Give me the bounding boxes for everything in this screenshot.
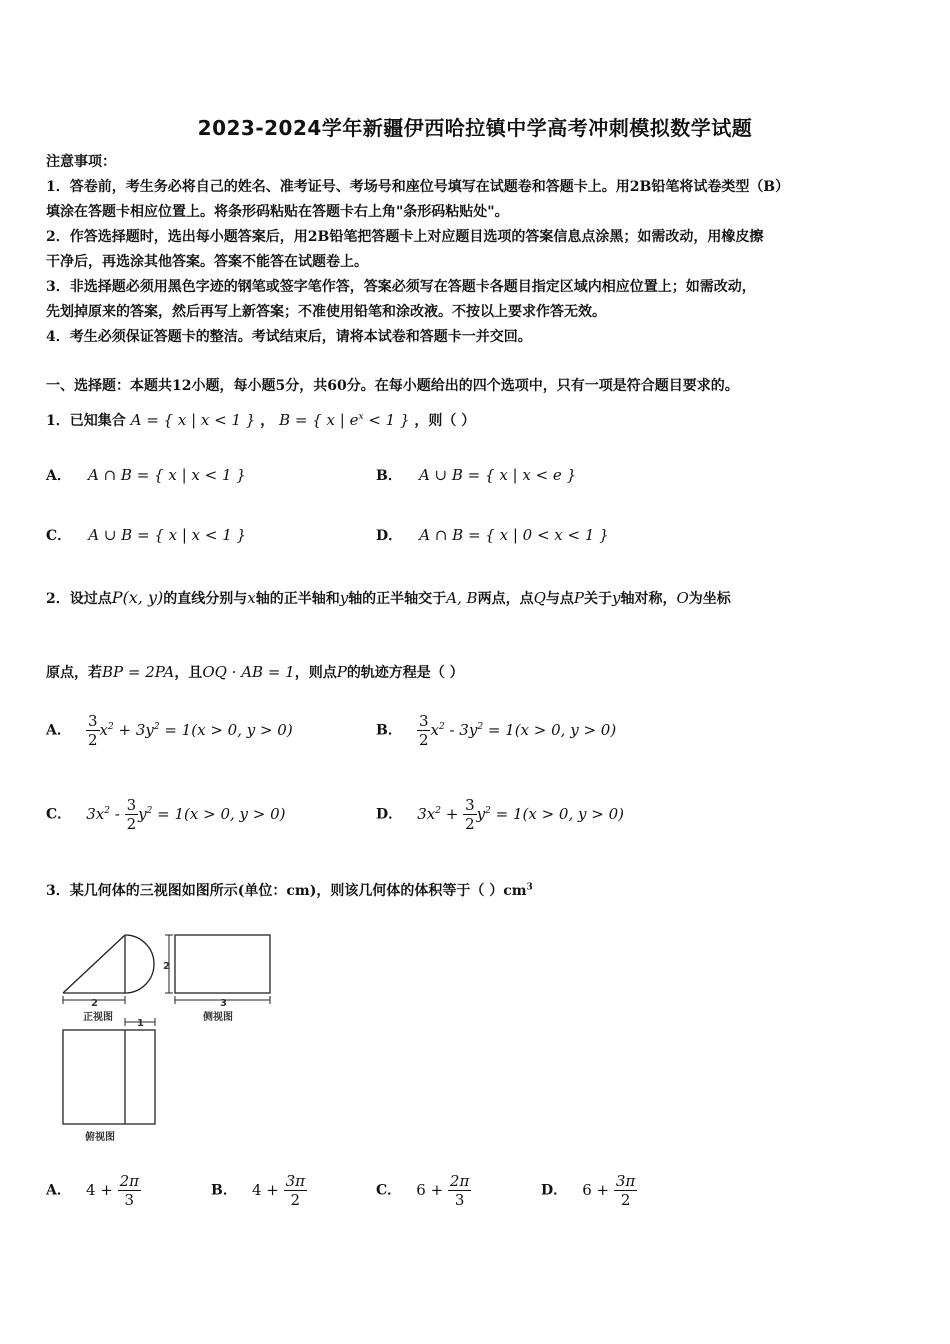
frac-den: 2 — [290, 1191, 301, 1209]
q2-math: y — [612, 589, 621, 607]
frac-num: 3 — [418, 712, 429, 730]
option-text: A ∩ B = { x | 0 < x < 1 } — [419, 526, 609, 544]
q2-text: 原点，若 — [46, 665, 102, 681]
q2-math: y — [339, 589, 349, 607]
q2-option-c[interactable]: C． $3x^2$ - $\frac{3}{2}$ $y^2 = 1(x > 0$, y > 0) — [46, 796, 286, 833]
dim-label-2-height: 2 — [163, 961, 170, 972]
q2-text: 轴对称， — [620, 591, 677, 607]
option-label: B． — [211, 1182, 237, 1199]
q1-suffix: ，则（ ） — [414, 413, 476, 429]
page-title: 2023-2024学年新疆伊西哈拉镇中学高考冲刺模拟数学试题 — [197, 116, 753, 140]
question-3 — [46, 880, 533, 900]
option-label: B． — [376, 722, 402, 739]
question-2-line-2 — [46, 662, 464, 682]
side-view — [175, 935, 270, 993]
frac-den: 2 — [87, 731, 98, 749]
frac-den: 2 — [418, 731, 429, 749]
option-label: A． — [46, 722, 71, 739]
frac-num: 2π — [449, 1172, 470, 1190]
dim-label-2-bottom: 2 — [91, 998, 98, 1009]
q3-option-d[interactable]: D． 6 + $\frac{3\pi}{2}$ — [541, 1172, 636, 1209]
q2-math: A, B — [446, 589, 478, 607]
option-label: A． — [46, 1182, 71, 1199]
q2-text: 轴的正半轴和 — [255, 591, 340, 607]
q2-math: BP = 2PA — [102, 663, 175, 681]
q1-set-b-post: < 1 } — [363, 411, 410, 429]
option-label: B． — [376, 468, 402, 484]
option-condition: (x > 0, y > 0) — [184, 804, 286, 823]
frac-num: 3π — [285, 1172, 305, 1190]
q1-sep: ， — [260, 413, 275, 429]
notice-line: 干净后，再选涂其他答案。答案不能答在试题卷上。 — [46, 254, 368, 270]
q2-text: ，且 — [174, 665, 203, 681]
q2-text: 为坐标 — [688, 591, 731, 607]
frac-den: 3 — [124, 1191, 135, 1209]
option-whole: 6 — [582, 1180, 592, 1199]
q3-option-a[interactable]: A． 4 + $\frac{2\pi}{3}$ — [46, 1172, 140, 1209]
option-label: C． — [46, 528, 72, 544]
top-view — [63, 1030, 155, 1124]
q2-text: ，则点 — [294, 665, 337, 681]
option-whole: 4 — [85, 1180, 96, 1199]
q3-option-b[interactable]: B． 4 + $\frac{3\pi}{2}$ — [211, 1172, 305, 1209]
frac-num: 3 — [465, 796, 475, 814]
question-1 — [46, 410, 475, 430]
dim-label-3: 3 — [220, 998, 227, 1009]
q2-math: x — [247, 589, 256, 607]
frac-num: 2π — [119, 1172, 140, 1190]
q2-text: 轴的正半轴交于 — [348, 591, 447, 607]
frac-num: 3 — [87, 712, 98, 730]
q1-option-a[interactable] — [46, 465, 246, 485]
option-label: D． — [541, 1182, 568, 1199]
option-condition: (x > 0, y > 0) — [191, 720, 293, 739]
q3-unit-sup: 3 — [526, 882, 533, 893]
q1-set-a: A = { x | x < 1 } — [130, 411, 256, 429]
q2-option-d[interactable]: D． $3x^2$ + $\frac{3}{2}$ $y^2 = 1(x > 0$, y > 0) — [376, 796, 624, 833]
section-heading: 一、选择题：本题共12小题，每小题5分，共60分。在每小题给出的四个选项中，只有一项是符合题目要求的。 — [46, 378, 739, 394]
notice-line: 4．考生必须保证答题卡的整洁。考试结束后，请将本试卷和答题卡一并交回。 — [46, 329, 532, 345]
q2-text: 2．设过点 — [46, 591, 112, 607]
q2-math: Q — [533, 589, 546, 607]
notice-line: 先划掉原来的答案，然后再写上新答案；不准使用铅笔和涂改液。不按以上要求作答无效。 — [46, 304, 606, 320]
notice-line: 填涂在答题卡相应位置上。将条形码粘贴在答题卡右上角"条形码粘贴处"。 — [46, 204, 509, 220]
notice-line: 2．作答选择题时，选出每小题答案后，用2B铅笔把答题卡上对应题目选项的答案信息点涂黑；如需改动，用橡皮擦 — [46, 229, 764, 245]
notice-line: 3．非选择题必须用黑色字迹的钢笔或签字笔作答，答案必须写在答题卡各题目指定区域内相应位置上；如需改动， — [46, 279, 756, 295]
frac-num: 3 — [126, 796, 137, 814]
q1-prefix: 1．已知集合 — [46, 413, 126, 429]
q2-option-b[interactable]: B． $\frac{3}{2}$ $x^2 - 3y^2 = 1(x > 0$, y > 0) — [376, 712, 617, 749]
frac-den: 2 — [126, 815, 137, 833]
q2-text: 关于 — [584, 591, 612, 607]
option-whole: 4 — [251, 1180, 262, 1199]
q1-option-c[interactable] — [46, 525, 246, 545]
option-label: D． — [376, 528, 403, 544]
q2-math: P(x, y) — [111, 588, 164, 607]
dim-label-1: 1 — [137, 1018, 144, 1029]
option-text: A ∪ B = { x | x < e } — [418, 466, 577, 484]
q2-text: 的轨迹方程是（ ） — [346, 665, 464, 681]
option-label: C． — [46, 806, 72, 823]
top-view-label: 俯视图 — [85, 1132, 115, 1143]
q2-math: P — [573, 589, 584, 607]
q2-text: 两点，点 — [477, 591, 534, 607]
q2-text: 与点 — [545, 591, 574, 607]
q1-option-b[interactable] — [376, 465, 576, 485]
notice-line: 1．答卷前，考生务必将自己的姓名、准考证号、考场号和座位号填写在试题卷和答题卡上。用2B铅笔将试卷类型（B） — [46, 179, 790, 195]
q1-set-b-pre: B = { x | e — [279, 411, 359, 429]
q3-option-c[interactable]: C． 6 + $\frac{2\pi}{3}$ — [376, 1172, 470, 1209]
side-view-label: 侧视图 — [203, 1012, 233, 1023]
notice-heading: 注意事项： — [46, 154, 116, 170]
three-view-figure — [55, 925, 285, 1150]
option-label: A． — [46, 468, 71, 484]
q3-text: 3．某几何体的三视图如图所示(单位：cm)，则该几何体的体积等于（ ）cm — [46, 883, 527, 899]
front-view-label: 正视图 — [83, 1012, 113, 1023]
question-2-line-1 — [46, 588, 906, 608]
q2-math: P — [336, 663, 347, 681]
notice-block — [46, 150, 906, 350]
option-condition: (x > 0, y > 0) — [522, 804, 624, 823]
q2-math: OQ · AB = 1 — [202, 663, 295, 681]
frac-den: 3 — [454, 1191, 465, 1209]
option-label: C． — [376, 1182, 402, 1199]
q2-math: O — [676, 589, 689, 607]
option-label: D． — [376, 806, 403, 823]
q2-text: 的直线分别与 — [163, 591, 248, 607]
option-condition: (x > 0, y > 0) — [514, 720, 617, 739]
q2-option-a[interactable]: A． $\frac{3}{2}$ $x^2 + 3y^2 = 1(x > 0$, y > 0) — [46, 712, 293, 749]
option-text: A ∩ B = { x | x < 1 } — [87, 466, 246, 484]
q1-set-b-sup: x — [358, 412, 364, 422]
q1-option-d[interactable] — [376, 525, 609, 545]
front-view — [63, 935, 154, 993]
frac-den: 2 — [620, 1191, 631, 1209]
frac-num: 3π — [615, 1172, 636, 1190]
frac-den: 2 — [465, 815, 475, 833]
option-text: A ∪ B = { x | x < 1 } — [88, 526, 247, 544]
option-whole: 6 — [416, 1180, 426, 1199]
